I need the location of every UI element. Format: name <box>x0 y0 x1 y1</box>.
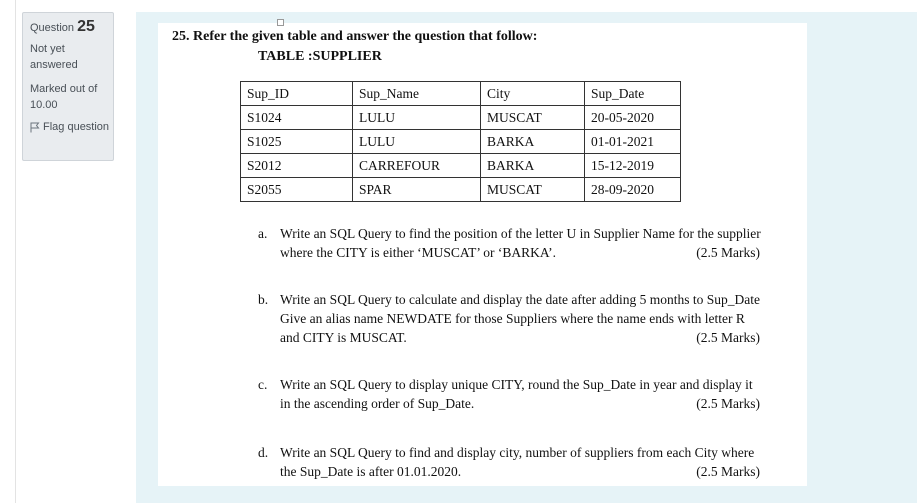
table-row <box>241 106 681 130</box>
question-info-box <box>22 12 114 161</box>
page-left-border <box>0 0 16 503</box>
question-grade: Marked out of 10.00 <box>30 83 98 111</box>
subquestion-line: where the CITY is either ‘MUSCAT’ or ‘BARKA’. <box>280 245 556 260</box>
question-state: Not yet answered <box>30 43 78 71</box>
table-cell: MUSCAT <box>481 178 585 202</box>
subquestion-line: in the ascending order of Sup_Date. <box>280 396 475 411</box>
supplier-table <box>240 81 681 202</box>
table-header-cell: Sup_Date <box>585 82 681 106</box>
table-row <box>241 154 681 178</box>
table-cell: S2012 <box>241 154 353 178</box>
question-number-heading <box>30 19 113 36</box>
question-label: Question <box>30 22 75 34</box>
table-header-cell: Sup_Name <box>353 82 481 106</box>
subquestion-letter: a. <box>258 226 268 241</box>
table-cell: SPAR <box>353 178 481 202</box>
subquestion-b <box>258 290 798 347</box>
table-title: TABLE :SUPPLIER <box>258 49 382 64</box>
subquestion-marks: (2.5 Marks) <box>696 330 760 345</box>
subquestion-marks: (2.5 Marks) <box>696 464 760 479</box>
table-cell: LULU <box>353 130 481 154</box>
subquestion-letter: c. <box>258 377 268 392</box>
table-cell: 28-09-2020 <box>585 178 681 202</box>
table-cell: 01-01-2021 <box>585 130 681 154</box>
table-header-cell: Sup_ID <box>241 82 353 106</box>
table-header-cell: City <box>481 82 585 106</box>
subquestion-line: Give an alias name NEWDATE for those Suppliers where the name ends with letter R <box>280 311 745 326</box>
image-anchor-marker <box>277 19 284 26</box>
subquestion-letter: b. <box>258 292 269 307</box>
flag-question-label: Flag question <box>43 121 110 133</box>
subquestion-line: the Sup_Date is after 01.01.2020. <box>280 464 462 479</box>
subquestion-line: Write an SQL Query to find the position of the letter U in Supplier Name for the supplier <box>280 226 761 241</box>
table-cell: S2055 <box>241 178 353 202</box>
table-cell: 20-05-2020 <box>585 106 681 130</box>
subquestion-marks: (2.5 Marks) <box>696 245 760 260</box>
flag-icon <box>30 122 40 133</box>
table-header-row <box>241 82 681 106</box>
table-cell: BARKA <box>481 154 585 178</box>
subquestion-a <box>258 224 798 262</box>
table-cell: MUSCAT <box>481 106 585 130</box>
table-cell: CARREFOUR <box>353 154 481 178</box>
subquestion-line: Write an SQL Query to display unique CITY, round the Sup_Date in year and display it <box>280 377 753 392</box>
subquestion-letter: d. <box>258 445 269 460</box>
question-title: 25. Refer the given table and answer the question that follow: <box>172 29 538 44</box>
subquestion-line: and CITY is MUSCAT. <box>280 330 407 345</box>
table-cell: S1025 <box>241 130 353 154</box>
table-cell: BARKA <box>481 130 585 154</box>
table-row <box>241 130 681 154</box>
subquestion-marks: (2.5 Marks) <box>696 396 760 411</box>
question-number: 25 <box>77 18 95 35</box>
subquestion-line: Write an SQL Query to calculate and display the date after adding 5 months to Sup_Date <box>280 292 760 307</box>
table-cell: 15-12-2019 <box>585 154 681 178</box>
table-row <box>241 178 681 202</box>
subquestion-line: Write an SQL Query to find and display city, number of suppliers from each City where <box>280 445 755 460</box>
table-cell: LULU <box>353 106 481 130</box>
subquestion-c <box>258 375 798 413</box>
table-cell: S1024 <box>241 106 353 130</box>
subquestion-d <box>258 443 798 481</box>
flag-question-link[interactable] <box>30 119 113 135</box>
question-image <box>158 23 807 486</box>
